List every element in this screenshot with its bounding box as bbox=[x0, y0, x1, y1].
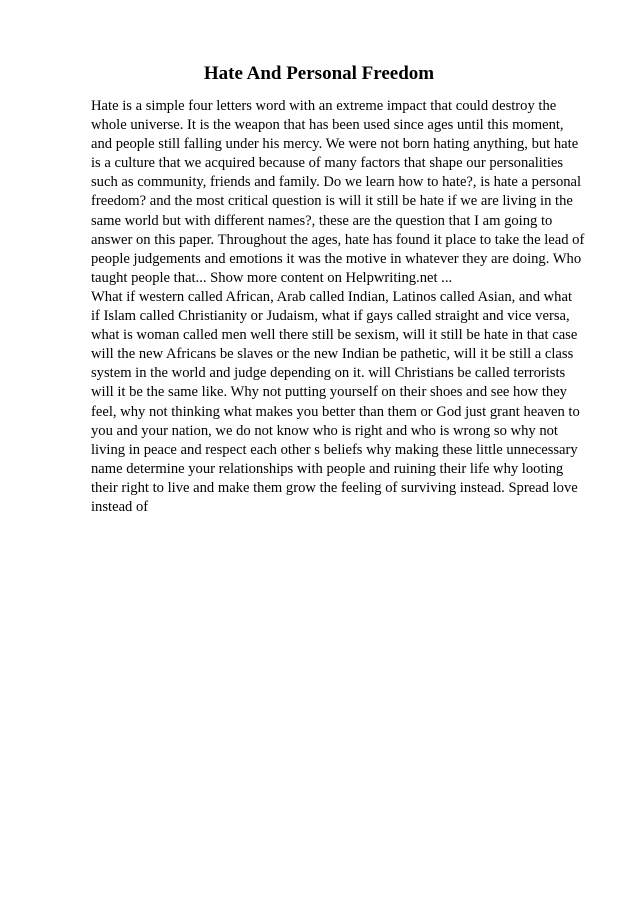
body-line: people judgements and emotions it was the motive in whatever they are doing. Who bbox=[91, 250, 582, 267]
body-line: if Islam called Christianity or Judaism, what if gays called straight and vice versa, bbox=[91, 308, 570, 325]
body-line: whole universe. It is the weapon that has been used since ages until this moment, bbox=[91, 117, 564, 134]
body-line: Hate is a simple four letters word with an extreme impact that could destroy the bbox=[91, 98, 557, 114]
body-line: is a culture that we acquired because of many factors that shape our personalities bbox=[91, 155, 564, 172]
body-line: freedom? and the most critical question is will it still be hate if we are living in the bbox=[91, 193, 573, 210]
body-line: same world but with different names?, these are the question that I am going to bbox=[91, 212, 553, 229]
body-line: feel, why not thinking what makes you better than them or God just grant heaven to bbox=[91, 403, 580, 420]
body-line: name determine your relationships with people and ruining their life why looting bbox=[91, 460, 564, 477]
body-line: living in peace and respect each other s beliefs why making these little unnecessary bbox=[91, 441, 578, 458]
body-line: you and your nation, we do not know who is right and who is wrong so why not bbox=[91, 422, 558, 439]
body-line: instead of bbox=[91, 498, 149, 515]
body-line: taught people that... Show more content on Helpwriting.net ... bbox=[91, 269, 453, 286]
document-body bbox=[91, 97, 591, 517]
body-line: what is woman called men well there still be sexism, will it still be hate in that case bbox=[91, 327, 578, 344]
body-line: their right to live and make them grow the feeling of surviving instead. Spread love bbox=[91, 479, 578, 496]
body-line: such as community, friends and family. Do we learn how to hate?, is hate a personal bbox=[91, 174, 582, 191]
body-line: answer on this paper. Throughout the ages, hate has found it place to take the lead of bbox=[91, 231, 585, 248]
body-line: system in the world and judge depending on it. will Christians be called terrorists bbox=[91, 365, 566, 382]
document-title: Hate And Personal Freedom bbox=[203, 63, 435, 84]
body-line: What if western called African, Arab called Indian, Latinos called Asian, and what bbox=[91, 288, 573, 305]
body-line: will the new Africans be slaves or the new Indian be pathetic, will it be still a class bbox=[91, 346, 574, 363]
body-line: and people still falling under his mercy. We were not born hating anything, but hate bbox=[91, 136, 579, 153]
body-line: will it be the same like. Why not putting yourself on their shoes and see how they bbox=[91, 384, 567, 401]
